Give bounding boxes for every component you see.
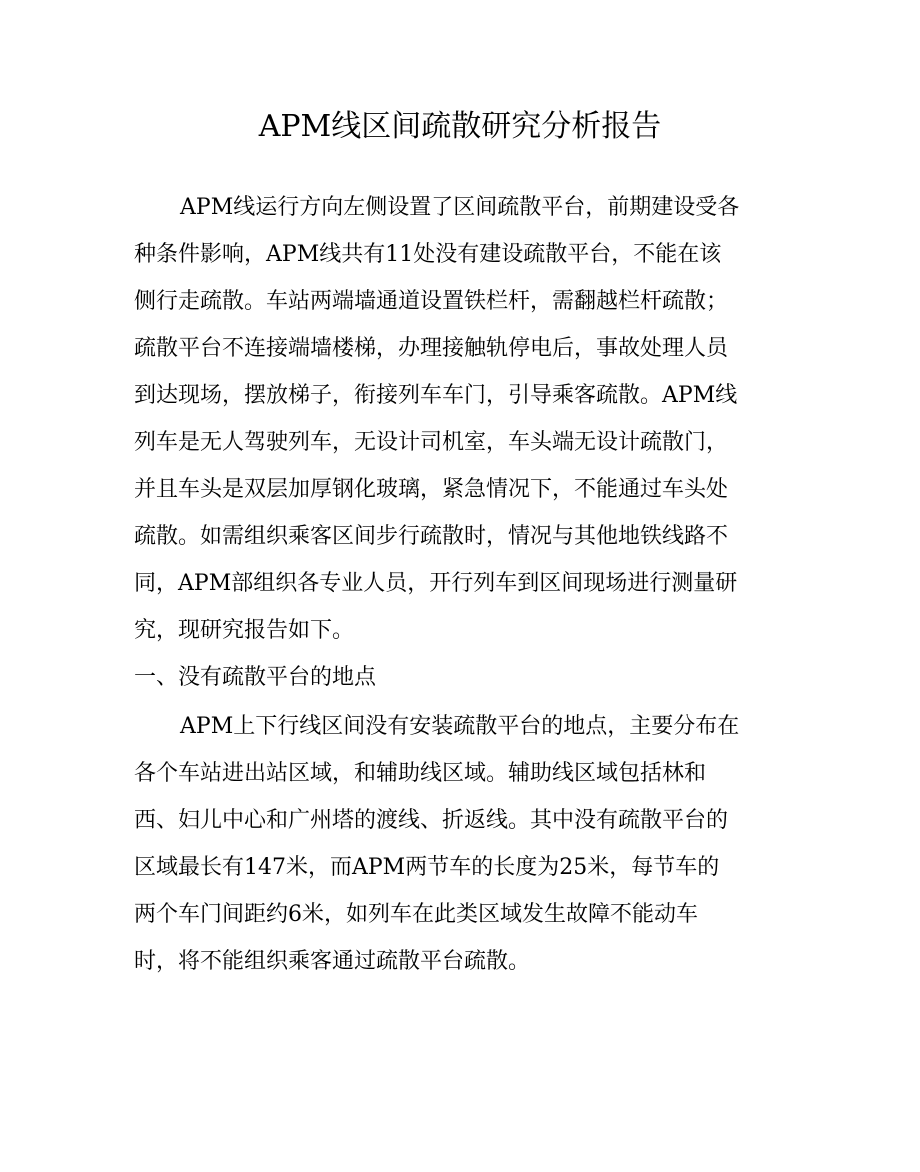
paragraph-line: 两个车门间距约6米，如列车在此类区域发生故障不能动车 — [134, 902, 698, 927]
paragraph-line: APM线运行方向左侧设置了区间疏散平台，前期建设受各 — [180, 195, 740, 220]
paragraph-line: 疏散。如需组织乘客区间步行疏散时，情况与其他地铁线路不 — [134, 524, 729, 549]
document-title: APM线区间疏散研究分析报告 — [258, 109, 662, 144]
paragraph-line: 并且车头是双层加厚钢化玻璃，紧急情况下，不能通过车头处 — [134, 477, 729, 502]
paragraph-line: 时，将不能组织乘客通过疏散平台疏散。 — [134, 949, 531, 974]
paragraph-line: 疏散平台不连接端墙楼梯，办理接触轨停电后，事故处理人员 — [134, 336, 729, 361]
paragraph-line: 同，APM部组织各专业人员，开行列车到区间现场进行测量研 — [134, 571, 738, 596]
paragraph-line: 到达现场，摆放梯子，衔接列车车门，引导乘客疏散。APM线 — [134, 383, 738, 408]
paragraph-line: 各个车站进出站区域，和辅助线区域。辅助线区域包括林和 — [134, 761, 707, 786]
paragraph-line: 列车是无人驾驶列车，无设计司机室，车头端无设计疏散门， — [134, 430, 729, 455]
paragraph-line: 种条件影响，APM线共有11处没有建设疏散平台，不能在该 — [134, 242, 722, 267]
paragraph-line: 究，现研究报告如下。 — [134, 618, 355, 643]
paragraph-line: 西、妇儿中心和广州塔的渡线、折返线。其中没有疏散平台的 — [134, 808, 729, 833]
paragraph-line: 区域最长有147米，而APM两节车的长度为25米，每节车的 — [134, 855, 720, 880]
section-heading: 一、没有疏散平台的地点 — [134, 665, 377, 690]
paragraph-line: APM上下行线区间没有安装疏散平台的地点，主要分布在 — [180, 714, 740, 739]
paragraph-line: 侧行走疏散。车站两端墙通道设置铁栏杆，需翻越栏杆疏散； — [134, 289, 729, 314]
